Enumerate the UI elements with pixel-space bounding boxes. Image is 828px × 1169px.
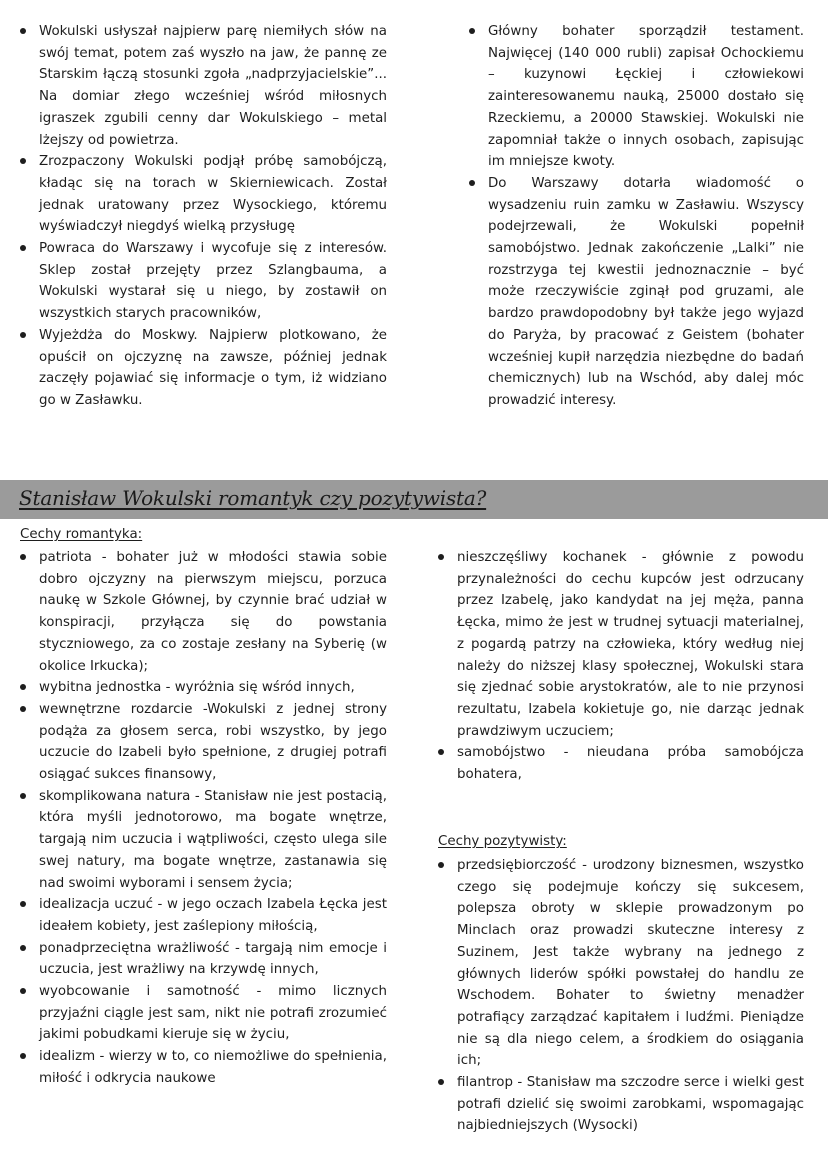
positivist-list	[437, 855, 804, 1137]
list-item: filantrop - Stanisław ma szczodre serce i wielki gest potrafi dzielić się swoimi zarobkami, wspomagając najbiedniejszych (Wysocki)	[437, 1072, 804, 1137]
list-item: Zrozpaczony Wokulski podjął próbę samobójczą, kładąc się na torach w Skierniewicach. Został jednak uratowany przez Wysockiego, któremu wyświadczył niegdyś wielką przysługę	[19, 151, 387, 238]
list-item: wybitna jednostka - wyróżnia się wśród innych,	[19, 677, 387, 699]
romantic-left-column	[19, 547, 387, 1090]
list-item: Wokulski usłyszał najpierw parę niemiłych słów na swój temat, potem zaś wyszło na jaw, że pannę ze Starskim łączą stosunki zgoła „nadprzyjacielskie”... Na domiar złego wcześniej wśród miłosnych igraszek zgubili cenny dar Wokulskiego – metal lżejszy od powietrza.	[19, 21, 387, 151]
list-item: Do Warszawy dotarła wiadomość o wysadzeniu ruin zamku w Zasławiu. Wszyscy podejrzewali, że Wokulski popełnił samobójstwo. Jednak zakończenie „Lalki” nie rozstrzyga tej kwestii jednoznacznie – być może rzeczywiście zginął pod gruzami, ale bardzo prawdopodobny był także jego wyjazd do Paryża, by pracować z Geistem (bohater wcześniej kupił narzędzia niezbędne do badań chemicznych) lub na Wschód, aby dalej móc prowadzić interesy.	[468, 173, 804, 412]
list-item: wyobcowanie i samotność - mimo licznych przyjaźni ciągle jest sam, nikt nie potrafi zrozumieć jakimi pobudkami kieruje się w życiu,	[19, 981, 387, 1046]
list-item: przedsiębiorczość - urodzony biznesmen, wszystko czego się podejmuje kończy się sukcesem, polepsza obroty w sklepie prowadzonym po Minclach oraz prowadzi skuteczne interesy z Suzinem, Jest także wybrany na jednego z głównych liderów spółki powstałej do handlu ze Wschodem. Bohater to świetny menadżer potrafiący zarządzać kapitałem i ludźmi. Pieniądze nie są dla niego celem, a środkiem do osiągania ich;	[437, 855, 804, 1072]
list-item: skomplikowana natura - Stanisław nie jest postacią, która myśli jednotorowo, ma bogate wnętrze, targają nim uczucia i wątpliwości, często ulega sile swej natury, ma bogate wnętrze, zastanawia się nad swoimi wyborami i sensem życia;	[19, 786, 387, 895]
list-item: idealizacja uczuć - w jego oczach Izabela Łęcka jest ideałem kobiety, jest zaślepiony miłością,	[19, 894, 387, 937]
list-item: Główny bohater sporządził testament. Najwięcej (140 000 rubli) zapisał Ochockiemu – kuzynowi Łęckiej i człowiekowi zainteresowanemu nauką, 25000 dostało się Rzeckiemu, a 20000 Stawskiej. Wokulski nie zapomniał także o innych osobach, zapisując im mniejsze kwoty.	[468, 21, 804, 173]
romantic-right-list	[437, 547, 804, 786]
positivist-heading: Cechy pozytywisty:	[438, 834, 567, 849]
list-item: Powraca do Warszawy i wycofuje się z interesów. Sklep został przejęty przez Szlangbauma, a Wokulski wystarał się u niego, by zostawił on wszystkich starych pracowników,	[19, 238, 387, 325]
list-item: samobójstwo - nieudana próba samobójcza bohatera,	[437, 742, 804, 785]
top-left-list	[19, 21, 387, 412]
list-item: nieszczęśliwy kochanek - głównie z powodu przynależności do cechu kupców jest odrzucany przez Izabelę, jako kandydat na jej męża, panna Łęcka, mimo że jest w trudnej sytuacji materialnej, z pogardą patrzy na człowieka, który według niej należy do niższej klasy społecznej, Wokulski stara się zjednać sobie arystokratów, ale to nie przynosi rezultatu, Izabela kokietuje go, nie darząc jednak prawdziwym uczuciem;	[437, 547, 804, 742]
positivist-column	[437, 855, 804, 1137]
romantic-heading: Cechy romantyka:	[20, 527, 143, 542]
romantic-left-list	[19, 547, 387, 1090]
list-item: Wyjeżdża do Moskwy. Najpierw plotkowano, że opuścił on ojczyznę na zawsze, później jednak zaczęły pojawiać się informacje o tym, iż widziano go w Zasławku.	[19, 325, 387, 412]
romantic-right-column	[437, 547, 804, 786]
top-left-column	[19, 21, 387, 412]
top-right-column	[468, 21, 804, 412]
section-title: Stanisław Wokulski romantyk czy pozytywista?	[19, 486, 487, 510]
list-item: patriota - bohater już w młodości stawia sobie dobro ojczyzny na pierwszym miejscu, porzuca naukę w Szkole Głównej, by czynnie brać udział w konspiracji, przyłącza się do powstania styczniowego, za co zostaje zesłany na Syberię (w okolice Irkucka);	[19, 547, 387, 677]
list-item: ponadprzeciętna wrażliwość - targają nim emocje i uczucia, jest wrażliwy na krzywdę innych,	[19, 938, 387, 981]
list-item: idealizm - wierzy w to, co niemożliwe do spełnienia, miłość i odkrycia naukowe	[19, 1046, 387, 1089]
list-item: wewnętrzne rozdarcie -Wokulski z jednej strony podąża za głosem serca, robi wszystko, by jego uczucie do Izabeli było spełnione, z drugiej potrafi osiągać sukces finansowy,	[19, 699, 387, 786]
top-right-list	[468, 21, 804, 412]
